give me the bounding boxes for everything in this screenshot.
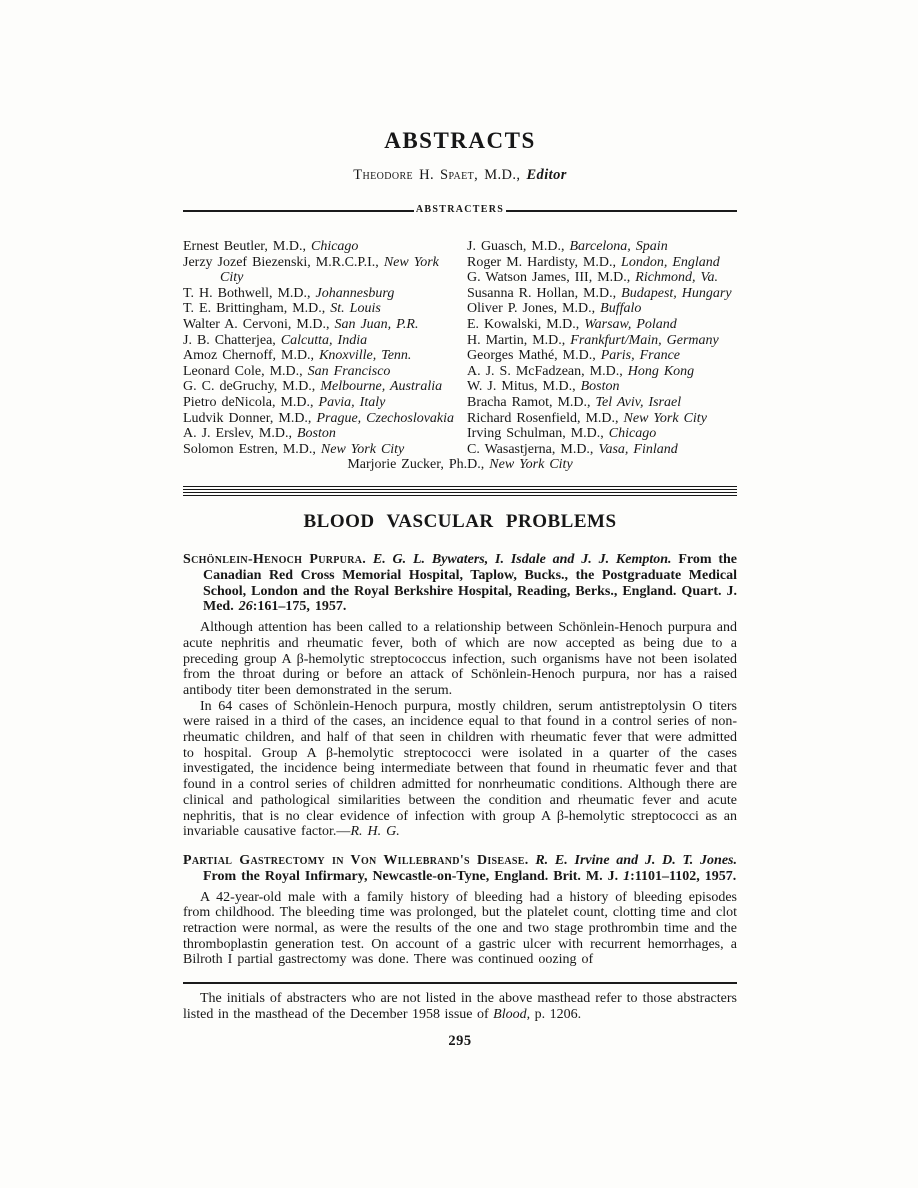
abstracter-place: New York City — [489, 457, 573, 473]
abstracter-place: Johannesburg — [315, 285, 395, 301]
abstracter-name: C. Wasastjerna, M.D., — [467, 441, 599, 457]
editor-name: Theodore H. Spaet, M.D., — [353, 167, 527, 183]
abstracter-place: New York City — [320, 441, 405, 457]
abstracter-name: Walter A. Cervoni, M.D., — [183, 316, 335, 332]
abstracter-name: Roger M. Hardisty, M.D., — [467, 254, 622, 270]
abstract-paragraph — [183, 699, 737, 840]
abstract-volume: 1 — [623, 868, 631, 884]
masthead-entry — [467, 379, 737, 395]
masthead-entry — [183, 239, 467, 255]
abstract-volume: 26 — [238, 599, 253, 615]
abstracter-name: G. C. deGruchy, M.D., — [183, 379, 321, 395]
editor-line — [183, 167, 737, 184]
abstracter-place: Warsaw, Poland — [584, 316, 677, 332]
masthead-entry — [467, 442, 737, 458]
page-title: ABSTRACTS — [384, 128, 536, 153]
abstracter-place: Knoxville, Tenn. — [319, 348, 412, 364]
masthead-entry — [183, 379, 467, 395]
masthead-entry — [467, 286, 737, 302]
abstracter-name: A. J. Erslev, M.D., — [183, 426, 297, 442]
masthead-column-left — [183, 239, 467, 457]
masthead-entry — [467, 395, 737, 411]
abstracter-name: Oliver P. Jones, M.D., — [467, 301, 601, 317]
abstracter-place: Barcelona, Spain — [569, 239, 668, 254]
masthead-entry — [467, 364, 737, 380]
abstracter-name: Marjorie Zucker, Ph.D., — [347, 457, 490, 473]
abstracter-place: Hong Kong — [627, 363, 695, 379]
abstract-schonlein-henoch — [183, 552, 737, 840]
abstracter-place: Buffalo — [600, 301, 642, 317]
masthead-entry — [183, 426, 467, 442]
abstracter-name: Leonard Cole, M.D., — [183, 363, 308, 379]
divider-rule-right — [506, 210, 737, 212]
abstracter-place: Prague, Czechoslovakia — [316, 410, 455, 426]
masthead-entry — [183, 317, 467, 333]
abstracter-name: J. B. Chatterjea, — [183, 332, 281, 348]
abstract-source: From the Canadian Red Cross Memorial Hospital, Taplow, Bucks., the Postgraduate Medical School, London and the Royal Berkshire Hospital, Reading, Berks., England. Quart. J. Med. — [203, 551, 737, 615]
abstracter-place: Boston — [580, 379, 620, 395]
rule-bar — [183, 486, 737, 490]
abstract-heading — [183, 552, 737, 615]
abstracter-place: Budapest, Hungary — [621, 285, 732, 301]
abstract-paragraph — [183, 620, 737, 699]
abstracter-name: Ludvik Donner, M.D., — [183, 410, 317, 426]
abstracter-place: Boston — [296, 426, 336, 442]
abstracter-place: St. Louis — [330, 301, 381, 317]
page-number: 295 — [448, 1033, 472, 1050]
abstract-authors: R. E. Irvine and J. D. T. Jones. — [528, 852, 737, 868]
masthead-entry — [467, 301, 737, 317]
abstracter-place: Chicago — [310, 239, 359, 254]
abstracter-place: Frankfurt/Main, Germany — [570, 332, 719, 348]
masthead-entry — [183, 395, 467, 411]
masthead-bottom-rule — [183, 486, 737, 496]
abstract-source: From the Royal Infirmary, Newcastle-on-Tyne, England. Brit. M. J. — [203, 868, 624, 884]
masthead-entry — [467, 411, 737, 427]
abstracter-name: H. Martin, M.D., — [467, 332, 571, 348]
masthead-entry — [183, 286, 467, 302]
footnote-rule — [183, 982, 737, 984]
abstract-source-pages: :161–175, 1957. — [252, 599, 347, 615]
abstracter-place: Vasa, Finland — [598, 441, 678, 457]
abstracter-place: Paris, France — [600, 348, 680, 364]
abstracter-name: Georges Mathé, M.D., — [467, 348, 601, 364]
abstracters-masthead — [183, 239, 737, 457]
paragraph-text: A 42-year-old male with a family history of bleeding had a history of bleeding episodes from childhood. The bleeding time was prolonged, but the platelet count, clotting time and clot retraction were normal, as were the results of the one and two stage prothrombin time and the thromboplastin generation test. On account of a gastric ulcer with recurrent hemorrhages, a Bilroth I partial gastrectomy was done. There was continued oozing of — [183, 889, 737, 968]
abstract-paragraph — [183, 890, 737, 969]
abstract-title: Partial Gastrectomy in Von Willebrand's Disease. — [183, 852, 529, 868]
footnote — [183, 991, 737, 1022]
paragraph-text: Although attention has been called to a relationship between Schönlein-Henoch purpura and acute nephritis and rheumatic fever, both of which are now accepted as being due to a preceding group A β-hemolytic streptococcus infection, such organisms have not been isolated from the throat during or before an attack of Schönlein-Henoch purpura, nor has a raised antibody titer been demonstrated in the serum. — [183, 620, 737, 698]
paragraph-text: In 64 cases of Schönlein-Henoch purpura, mostly children, serum antistreptolysin O titers were raised in a third of the cases, an incidence equal to that found in a control series of non-rheumatic children, and half of that seen in children with rheumatic fever that were admitted to hospital. Group A β-hemolytic streptococci were isolated in a quarter of the cases investigated, the incidence being intermediate between that found in rheumatic fever and that found in a control series of children admitted for nonrheumatic conditions. Although there are clinical and pathological similarities between the condition and rheumatic fever and acute nephritis, that is no clear evidence of infection with group A β-hemolytic streptococci as an invariable causative factor.— — [183, 698, 737, 840]
abstracter-place: Tel Aviv, Israel — [595, 394, 682, 410]
abstracter-name: Susanna R. Hollan, M.D., — [467, 285, 622, 301]
rule-bar — [183, 492, 737, 496]
abstracter-initials: R. H. G. — [350, 824, 400, 840]
abstract-authors: E. G. L. Bywaters, I. Isdale and J. J. Kempton. — [366, 551, 672, 567]
journal-name: Blood — [493, 1006, 527, 1022]
abstracter-place: Calcutta, India — [280, 332, 368, 348]
footnote-text-end: , p. 1206. — [526, 1006, 582, 1022]
abstracter-place: New York City — [220, 254, 439, 286]
masthead-entry — [183, 348, 467, 364]
abstracter-place: Richmond, Va. — [635, 270, 719, 286]
abstracter-name: Amoz Chernoff, M.D., — [183, 348, 320, 364]
masthead-entry — [183, 364, 467, 380]
abstracter-name: Bracha Ramot, M.D., — [467, 394, 596, 410]
masthead-entry — [183, 333, 467, 349]
abstract-title: Schönlein-Henoch Purpura. — [183, 551, 367, 567]
masthead-column-right — [467, 239, 737, 457]
abstracter-name: A. J. S. McFadzean, M.D., — [467, 363, 628, 379]
footnote-text: The initials of abstracters who are not listed in the above masthead refer to those abstracters listed in the masthead of the December 1958 issue of — [183, 991, 737, 1022]
abstract-source-pages: :1101–1102, 1957. — [630, 868, 737, 884]
abstracter-place: London, England — [621, 254, 720, 270]
abstracter-name: Richard Rosenfield, M.D., — [467, 410, 624, 426]
abstracter-name: W. J. Mitus, M.D., — [467, 379, 581, 395]
masthead-entry — [467, 255, 737, 271]
abstracter-place: San Francisco — [307, 363, 391, 379]
divider-rule-left — [183, 210, 414, 212]
abstracter-name: Solomon Estren, M.D., — [183, 441, 321, 457]
abstracter-place: New York City — [623, 410, 707, 426]
abstracter-place: San Juan, P.R. — [334, 316, 419, 332]
abstracter-place: Pavia, Italy — [318, 394, 386, 410]
abstracter-name: T. H. Bothwell, M.D., — [183, 285, 316, 301]
masthead-entry — [183, 411, 467, 427]
abstracter-name: G. Watson James, III, M.D., — [467, 270, 636, 286]
masthead-entry — [467, 317, 737, 333]
masthead-entry — [467, 333, 737, 349]
masthead-entry — [183, 301, 467, 317]
masthead-entry — [183, 442, 467, 458]
masthead-entry — [467, 348, 737, 364]
abstracter-name: Pietro deNicola, M.D., — [183, 394, 319, 410]
abstract-heading — [183, 853, 737, 885]
editor-role: Editor — [526, 167, 567, 183]
masthead-entry — [467, 426, 737, 442]
masthead-centered-entry — [183, 457, 737, 473]
abstracter-name: Jerzy Jozef Biezenski, M.R.C.P.I., — [183, 254, 384, 270]
abstracter-name: E. Kowalski, M.D., — [467, 316, 585, 332]
section-heading: BLOOD VASCULAR PROBLEMS — [303, 510, 617, 532]
abstracter-name: Irving Schulman, M.D., — [467, 426, 609, 442]
abstracter-place: Chicago — [608, 426, 657, 442]
abstracter-name: Ernest Beutler, M.D., — [183, 239, 311, 254]
masthead-entry — [183, 255, 467, 286]
abstracter-name: J. Guasch, M.D., — [467, 239, 570, 254]
masthead-entry — [467, 239, 737, 255]
abstracter-place: Melbourne, Australia — [320, 379, 443, 395]
abstract-partial-gastrectomy — [183, 853, 737, 968]
masthead-entry — [467, 270, 737, 286]
abstracters-divider — [183, 205, 737, 216]
divider-label: ABSTRACTERS — [415, 204, 505, 215]
abstracter-name: T. E. Brittingham, M.D., — [183, 301, 331, 317]
